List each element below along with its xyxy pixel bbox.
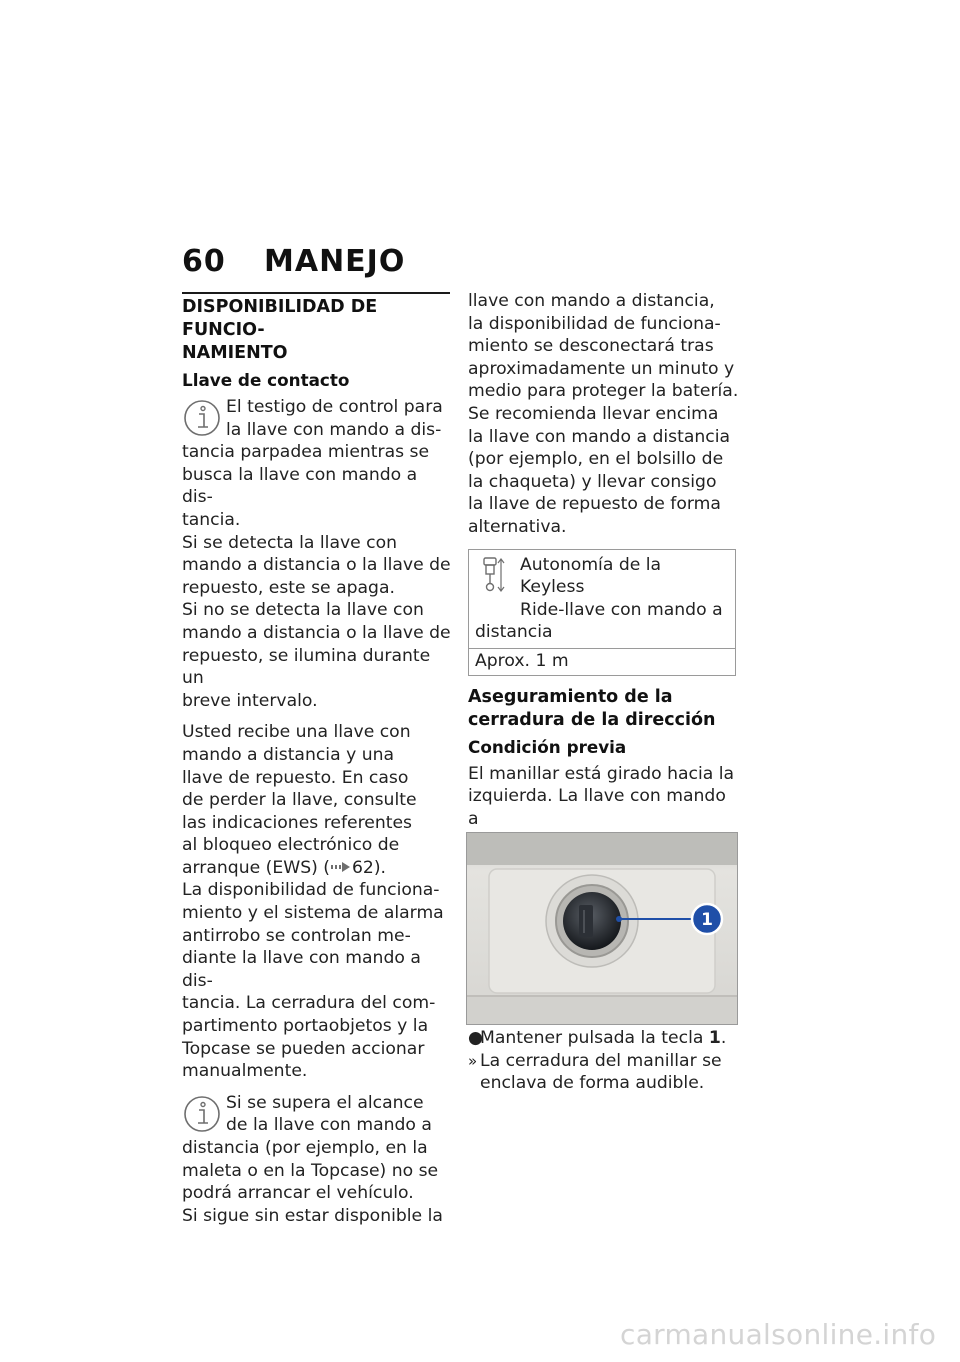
key-range-icon (481, 556, 505, 594)
range-header-line3: distancia (475, 622, 553, 643)
note2-body: distancia (por ejemplo, en la maleta o en la Topcase) no se podrá arrancar el vehículo. Si sigue sin estar disponible la (182, 1138, 443, 1226)
step-end: . (720, 1028, 727, 1048)
callout-1-label: 1 (701, 910, 713, 930)
result-text: La cerradura del manillar se enclava de forma audible. (480, 1050, 722, 1094)
note1-line1: El testigo de control para (226, 397, 443, 417)
note1-line2: la llave con mando a dis- (226, 419, 442, 440)
section-heading-availability: DISPONIBILIDAD DE FUNCIO- NAMIENTO (182, 297, 378, 363)
header-rule (182, 292, 450, 294)
steering-lock-illustration (466, 832, 738, 1025)
info-icon (182, 1094, 222, 1134)
lock-button-photo (467, 833, 737, 1024)
note2-line2: de la llave con mando a (226, 1115, 432, 1136)
bullet-icon: ● (468, 1028, 483, 1048)
info-icon (182, 398, 222, 438)
right-column (468, 290, 740, 898)
left-column (182, 296, 452, 1227)
paragraph-precondition: El manillar está girado hacia la izquierda. La llave con mando a (468, 763, 735, 829)
page-number: 60 (182, 244, 226, 279)
info-note-1 (182, 396, 452, 712)
page-reference: 62). (351, 857, 387, 878)
range-value: Aprox. 1 m (475, 650, 569, 671)
result-item (468, 1050, 740, 1095)
range-table-header (469, 550, 735, 649)
section-heading-steering-lock: Aseguramiento de la cerradura de la dirección (468, 686, 716, 730)
info-note-2 (182, 1092, 452, 1228)
subheading-precondition: Condición previa (468, 736, 627, 757)
paragraph-availability-alarm: La disponibilidad de funciona- miento y el sistema de alarma antirrobo se controlan me- diante la llave con mando a dis- tancia. La cerradura del com- partimento portaobjetos y la Topcase se pueden accionar manualmente. (182, 880, 444, 1082)
range-header-line2: Ride-llave con mando a (520, 599, 723, 620)
chapter-title: MANEJO (264, 244, 406, 279)
range-table (468, 549, 736, 676)
paragraph-range-continued: llave con mando a distancia, la disponibilidad de funciona- miento se desconectará tras aproximadamente un minuto y medio para proteger la batería. Se recomienda llevar encima la llave con mando a distancia (por ejemplo, en el bolsillo de la chaqueta) y llevar consigo la llave de repuesto de forma alternativa. (468, 291, 739, 537)
result-arrow-icon: » (468, 1051, 478, 1070)
page-reference-arrow-icon (330, 860, 352, 874)
keys-text: Usted recibe una llave con mando a distancia y una llave de repuesto. En caso de perder la llave, consulte las indicaciones referentes al bloqueo electrónico de arranque (EWS) ( (182, 722, 417, 878)
note2-line1: Si se supera el alcance (226, 1092, 424, 1113)
watermark: carmanualsonline.info (620, 1318, 937, 1351)
paragraph-keys (182, 721, 452, 879)
note1-body: tancia parpadea mientras se busca la llave con mando a dis- tancia. Si se detecta la llave con mando a distancia o la llave de repuesto, este se apaga. Si no se detecta la llave con mando a distancia o la llave de repuesto, se ilumina durante un breve intervalo. (182, 442, 451, 711)
step-key: 1 (708, 1028, 721, 1048)
step-text: Mantener pulsada la tecla (480, 1028, 709, 1048)
page-header (182, 244, 405, 279)
range-header-line1: Autonomía de la Keyless (520, 554, 662, 598)
steps (468, 1027, 740, 1095)
subheading-contact-key: Llave de contacto (182, 370, 350, 390)
step-item (468, 1027, 740, 1050)
